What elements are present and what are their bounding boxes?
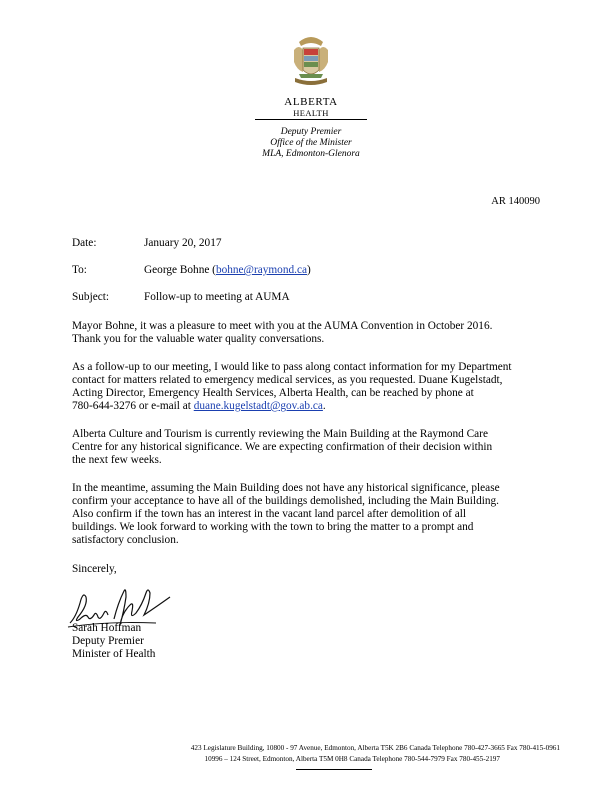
email-link[interactable]: duane.kugelstadt@gov.ab.ca [193, 400, 323, 412]
paragraph-2-line-1: As a follow-up to our meeting, I would like to pass along contact information for my Department [72, 361, 512, 373]
footer-address-line-1: 423 Legislature Building, 10800 - 97 Avenue, Edmonton, Alberta T5K 2B6 Canada Telephone 780-427-3665 Fax 780-415-0961 [190, 744, 560, 752]
date-value: January 20, 2017 [144, 237, 222, 249]
signer-title-2: Minister of Health [72, 648, 156, 660]
footer-address-line-2: 10996 – 124 Street, Edmonton, Alberta T5M 0H8 Canada Telephone 780-544-7979 Fax 780-455-2197 [204, 755, 500, 763]
paragraph-4-line-5: satisfactory conclusion. [72, 534, 179, 546]
paragraph-1-line-1: Mayor Bohne, it was a pleasure to meet with you at the AUMA Convention in October 2016. [72, 320, 493, 332]
to-email-link[interactable]: bohne@raymond.ca [215, 264, 307, 276]
office-line-2: Office of the Minister [270, 138, 352, 148]
letterhead-divider [255, 119, 367, 120]
signer-title-1: Deputy Premier [72, 635, 144, 647]
alberta-crest-icon [291, 32, 331, 90]
paragraph-2-line-3: Acting Director, Emergency Health Services, Alberta Health, can be reached by phone at [72, 387, 474, 399]
phone-text: 780-644-3276 or e-mail at [72, 400, 194, 412]
paragraph-4-line-1: In the meantime, assuming the Main Building does not have any historical significance, please [72, 482, 500, 494]
to-name: George Bohne ( [144, 264, 216, 276]
paragraph-4-line-3: Also confirm if the town has an interest in the vacant land parcel after demolition of all [72, 508, 467, 520]
paragraph-2-line-4 [72, 400, 542, 413]
date-label: Date: [72, 237, 97, 249]
subject-value: Follow-up to meeting at AUMA [144, 291, 290, 303]
to-close: ) [306, 264, 311, 276]
footer-divider [296, 769, 372, 770]
reference-number: AR 140090 [491, 196, 540, 207]
paragraph-4-line-2: confirm your acceptance to have all of the buildings demolished, including the Main Building. [72, 495, 499, 507]
office-line-3: MLA, Edmonton-Glenora [262, 149, 360, 159]
paragraph-1-line-2: Thank you for the valuable water quality conversations. [72, 333, 325, 345]
period-text: . [322, 400, 326, 412]
paragraph-4-line-4: buildings. We look forward to working with the town to bring the matter to a prompt and [72, 521, 474, 533]
paragraph-3-line-2: Centre for any historical significance. We are expecting confirmation of their decision within [72, 441, 493, 453]
subject-label: Subject: [72, 291, 110, 303]
to-label: To: [72, 264, 87, 276]
paragraph-3-line-1: Alberta Culture and Tourism is currently reviewing the Main Building at the Raymond Care [72, 428, 488, 440]
paragraph-2-line-2: contact for matters related to emergency medical services, as you requested. Duane Kugelstadt, [72, 374, 503, 386]
organization-subname: HEALTH [293, 108, 329, 118]
office-line-1: Deputy Premier [280, 127, 342, 137]
paragraph-3-line-3: the next few weeks. [72, 454, 162, 466]
organization-name: ALBERTA [284, 96, 338, 108]
to-value [144, 264, 311, 277]
closing-salutation: Sincerely, [72, 563, 117, 575]
signer-name: Sarah Hoffman [72, 622, 142, 634]
